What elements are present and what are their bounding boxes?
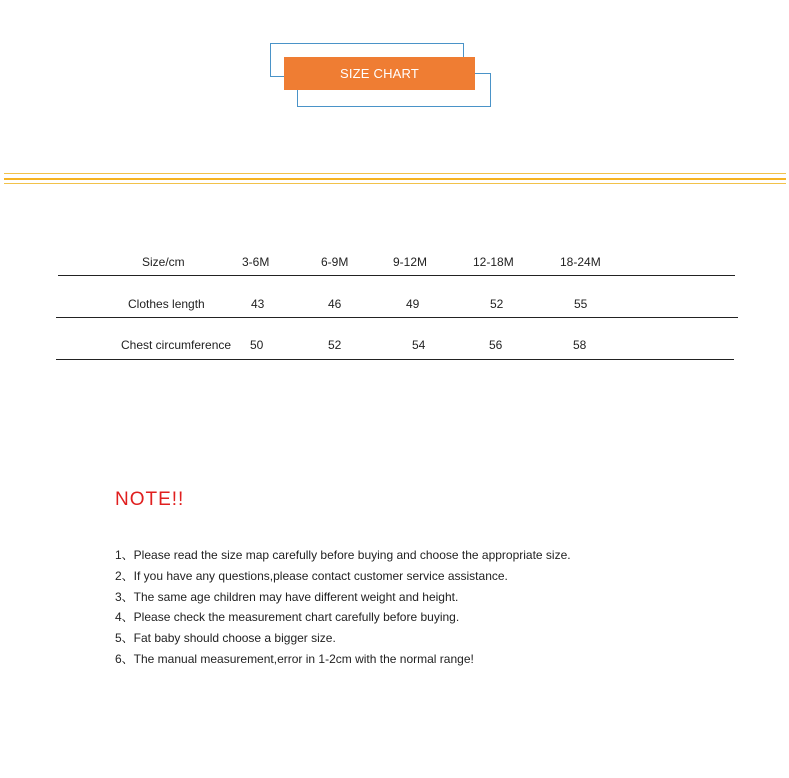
- size-9-12m: 9-12M: [393, 255, 428, 269]
- divider-line-3: [4, 183, 786, 184]
- clothes-length-12-18m: 52: [490, 297, 504, 311]
- chest-circumference-18-24m: 58: [573, 338, 587, 352]
- table-rule-2: [56, 317, 738, 318]
- size-18-24m: 18-24M: [560, 255, 601, 269]
- note-item: 1、Please read the size map carefully before buying and choose the appropriate size.: [115, 548, 571, 562]
- size-6-9m: 6-9M: [321, 255, 349, 269]
- divider-line-1: [4, 173, 786, 174]
- title-frame-front-edge: [474, 73, 491, 74]
- clothes-length-3-6m: 43: [251, 297, 265, 311]
- row-label-clothes-length: Clothes length: [128, 297, 205, 311]
- note-title: NOTE!!: [115, 489, 185, 510]
- note-item: 2、If you have any questions,please contact customer service assistance.: [115, 568, 508, 583]
- note-item: 5、Fat baby should choose a bigger size.: [115, 631, 336, 646]
- note-item: 4、Please check the measurement chart carefully before buying.: [115, 610, 460, 625]
- note-list: [115, 545, 571, 670]
- table-rule-1: [58, 275, 735, 276]
- table-rule-3: [56, 359, 734, 360]
- note-item: 3、The same age children may have different weight and height.: [115, 589, 459, 604]
- clothes-length-9-12m: 49: [406, 297, 420, 311]
- chest-circumference-3-6m: 50: [250, 338, 264, 352]
- chest-circumference-12-18m: 56: [489, 338, 503, 352]
- clothes-length-6-9m: 46: [328, 297, 342, 311]
- clothes-length-18-24m: 55: [574, 297, 588, 311]
- note-item: 6、The manual measurement,error in 1-2cm with the normal range!: [115, 651, 474, 666]
- divider-line-2: [4, 178, 786, 180]
- row-label-chest-circumference: Chest circumference: [121, 338, 232, 352]
- size-12-18m: 12-18M: [473, 255, 514, 269]
- chest-circumference-9-12m: 54: [412, 338, 426, 352]
- chest-circumference-6-9m: 52: [328, 338, 342, 352]
- size-chart-title: SIZE CHART: [284, 57, 475, 90]
- size-3-6m: 3-6M: [242, 255, 270, 269]
- table-header-label: Size/cm: [142, 255, 185, 269]
